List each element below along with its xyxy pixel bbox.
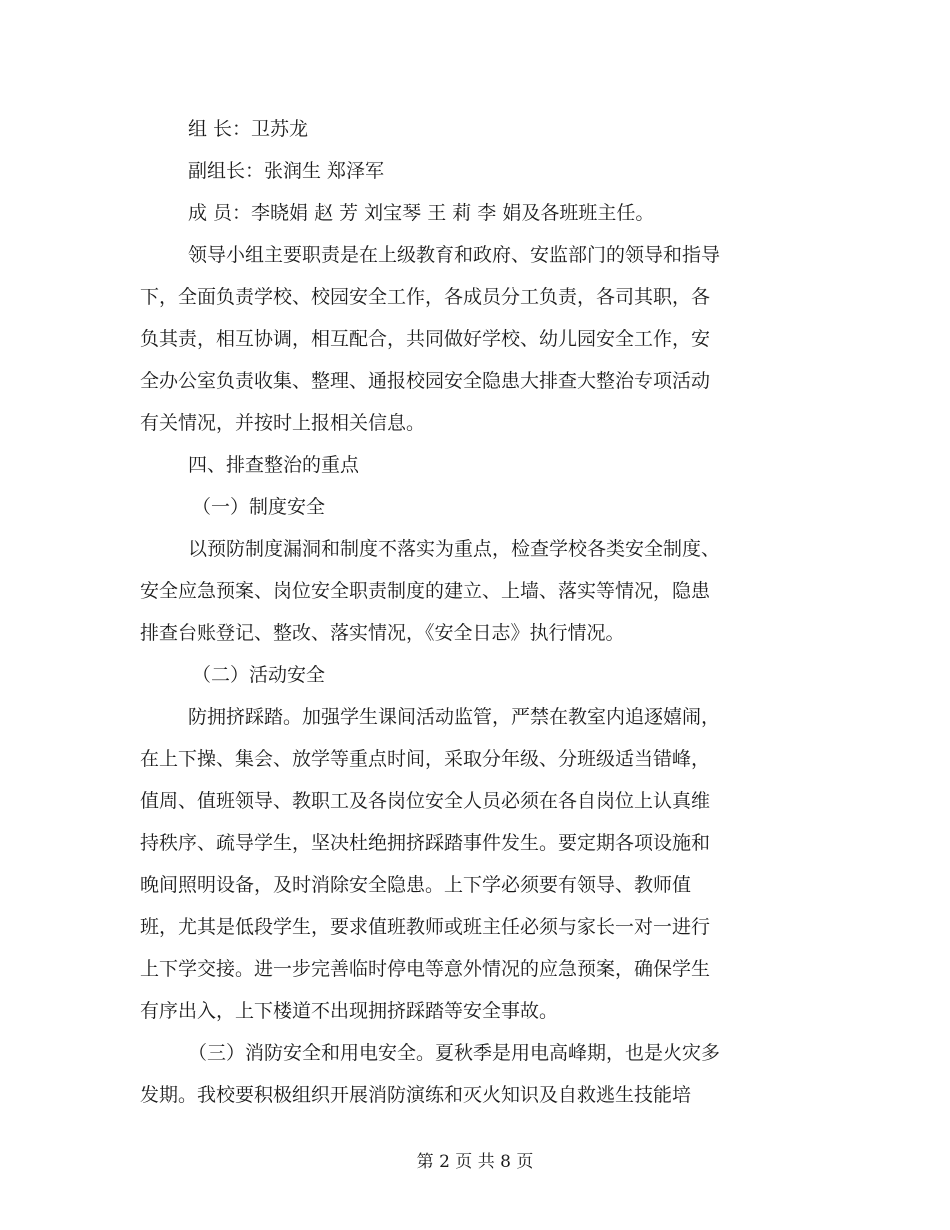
paragraph-line: 发期。我校要积极组织开展消防演练和灭火知识及自救逃生技能培 xyxy=(140,1084,692,1106)
paragraph-line: 安全应急预案、岗位安全职责制度的建立、上墙、落实等情况，隐患 xyxy=(140,580,711,602)
paragraph-line: 晚间照明设备，及时消除安全隐患。上下学必须要有领导、教师值 xyxy=(140,874,692,896)
paragraph-line: 防拥挤踩踏。加强学生课间活动监管，严禁在教室内追逐嬉闹， xyxy=(188,706,721,728)
paragraph-line: 持秩序、疏导学生，坚决杜绝拥挤踩踏事件发生。要定期各项设施和 xyxy=(140,832,711,854)
subsection-heading: （二）活动安全 xyxy=(192,664,326,686)
section-heading: 四、排查整治的重点 xyxy=(188,454,360,476)
paragraph-line: 领导小组主要职责是在上级教育和政府、安监部门的领导和指导 xyxy=(188,244,721,266)
paragraph-line: 负其责，相互协调，相互配合，共同做好学校、幼儿园安全工作，安 xyxy=(140,328,711,350)
members-line: 成 员：李晓娟 赵 芳 刘宝琴 王 莉 李 娟及各班班主任。 xyxy=(188,202,655,224)
paragraph-line: 以预防制度漏洞和制度不落实为重点，检查学校各类安全制度、 xyxy=(188,538,721,560)
paragraph-line: 在上下操、集会、放学等重点时间，采取分年级、分班级适当错峰， xyxy=(140,748,711,770)
page-number-footer: 第 2 页 共 8 页 xyxy=(416,1152,534,1172)
deputy-leader-line: 副组长：张润生 郑泽军 xyxy=(188,160,385,182)
leader-line: 组 长：卫苏龙 xyxy=(188,118,309,140)
paragraph-line: 上下学交接。进一步完善临时停电等意外情况的应急预案，确保学生 xyxy=(140,958,711,980)
document-body xyxy=(140,108,765,1116)
paragraph-line: 有序出入，上下楼道不出现拥挤踩踏等安全事故。 xyxy=(140,1000,559,1022)
subsection-heading: （一）制度安全 xyxy=(192,496,326,518)
paragraph-line: 全办公室负责收集、整理、通报校园安全隐患大排查大整治专项活动 xyxy=(140,370,711,392)
paragraph-line: 排查台账登记、整改、落实情况，《安全日志》执行情况。 xyxy=(140,622,625,644)
paragraph-line: 值周、值班领导、教职工及各岗位安全人员必须在各自岗位上认真维 xyxy=(140,790,711,812)
paragraph-line: 有关情况，并按时上报相关信息。 xyxy=(140,412,426,434)
paragraph-line: （三）消防安全和用电安全。夏秋季是用电高峰期，也是火灾多 xyxy=(188,1042,721,1064)
paragraph-line: 班，尤其是低段学生，要求值班教师或班主任必须与家长一对一进行 xyxy=(140,916,711,938)
paragraph-line: 下，全面负责学校、校园安全工作，各成员分工负责，各司其职，各 xyxy=(140,286,711,308)
